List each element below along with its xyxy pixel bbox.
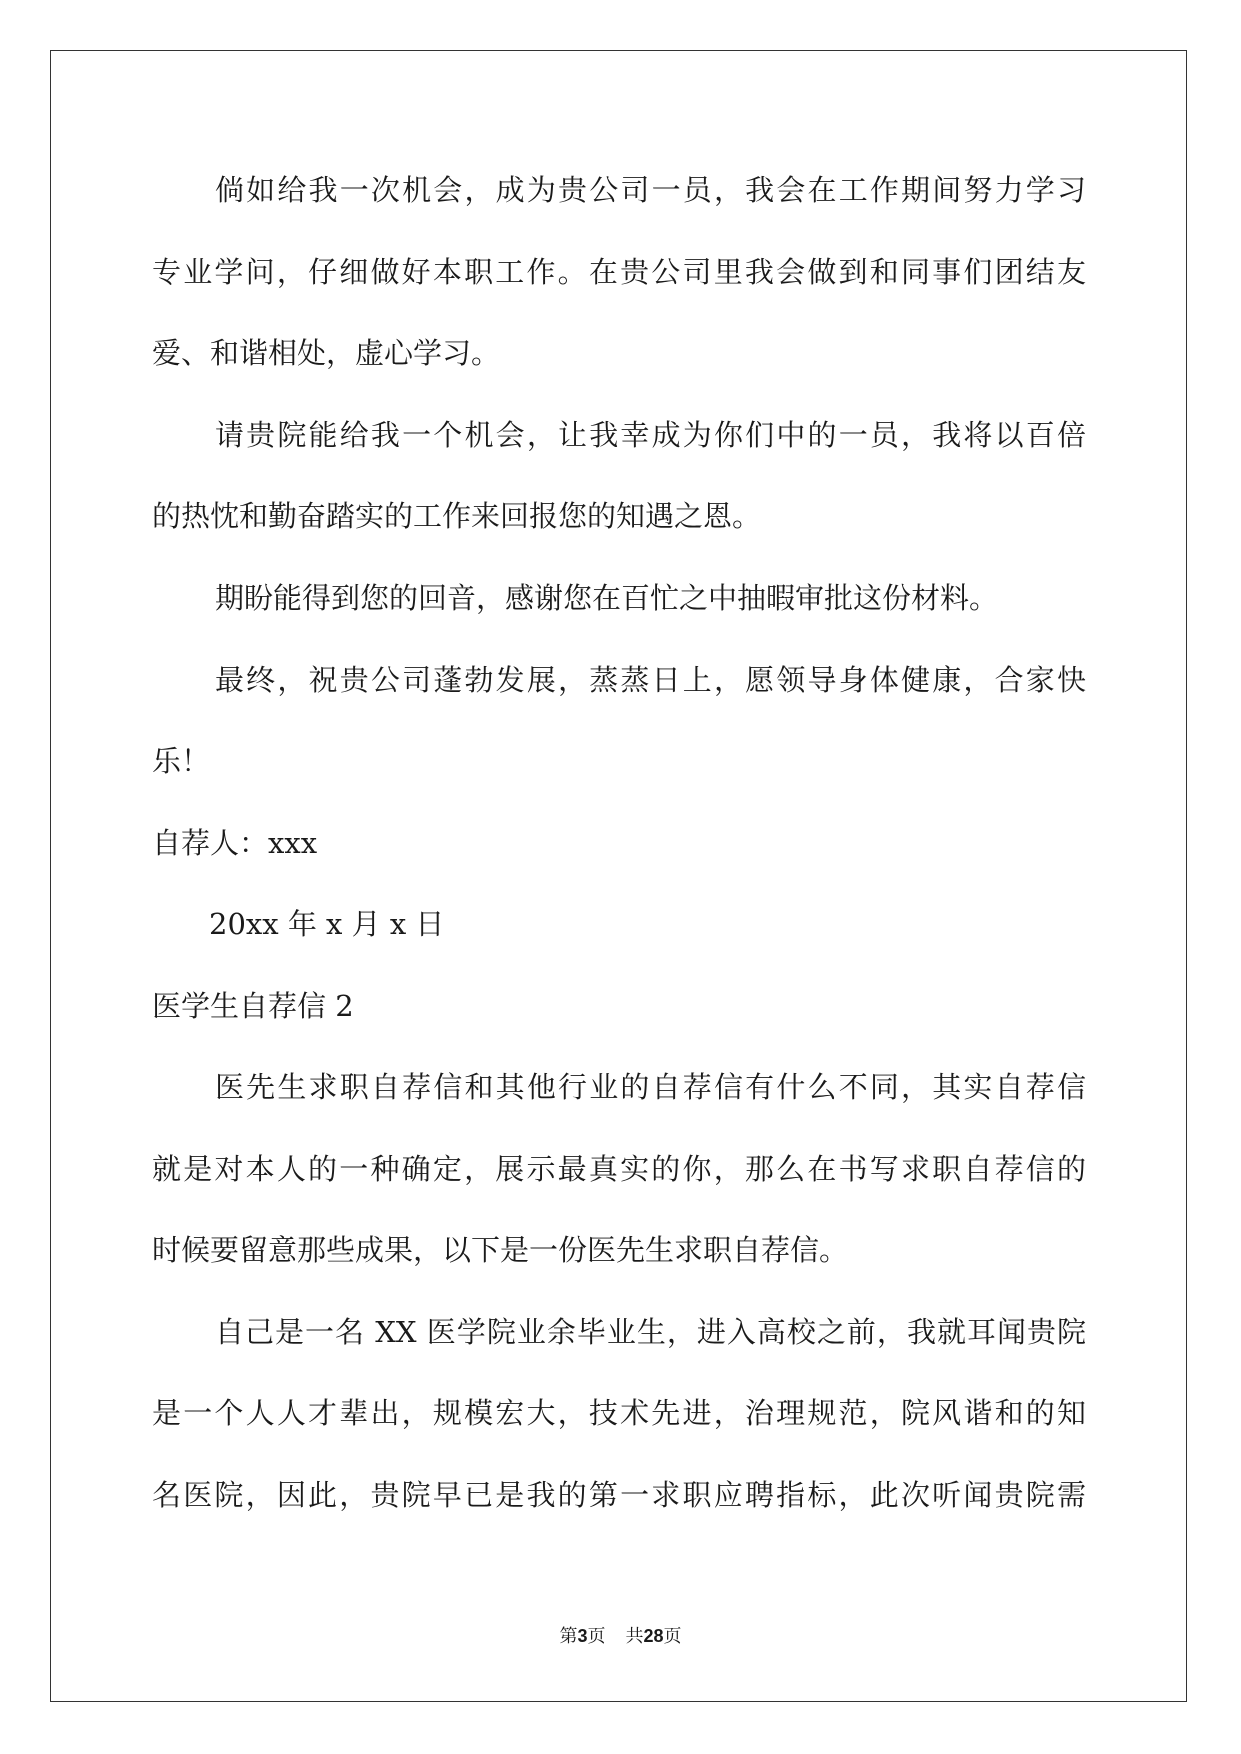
paragraph-line: 最终，祝贵公司蓬勃发展，蒸蒸日上，愿领导身体健康，合家快 [215, 663, 1086, 697]
paragraph-line: 请贵院能给我一个机会，让我幸成为你们中的一员，我将以百倍 [215, 418, 1086, 452]
paragraph-line: 专业学问，仔细做好本职工作。在贵公司里我会做到和同事们团结友 [152, 255, 1086, 289]
paragraph-line: 是一个人人才辈出，规模宏大，技术先进，治理规范，院风谐和的知 [152, 1396, 1086, 1430]
paragraph-line: 就是对本人的一种确定，展示最真实的你，那么在书写求职自荐信的 [152, 1152, 1086, 1186]
total-page-count: 28 [643, 1626, 664, 1646]
paragraph-line: 爱、和谐相处，虚心学习。 [152, 336, 501, 370]
page-border [50, 50, 1187, 1702]
page-unit: 页 [587, 1626, 606, 1647]
paragraph-line: 名医院，因此，贵院早已是我的第一求职应聘指标，此次听闻贵院需 [152, 1478, 1086, 1512]
paragraph-line: 医先生求职自荐信和其他行业的自荐信有什么不同，其实自荐信 [215, 1070, 1086, 1104]
total-unit: 页 [663, 1626, 682, 1647]
section-title: 医学生自荐信 2 [152, 989, 354, 1023]
total-prefix: 共 [625, 1626, 644, 1647]
signature-line: 自荐人：xxx [152, 826, 318, 860]
page-footer [0, 1622, 1241, 1648]
paragraph-line: 期盼能得到您的回音，感谢您在百忙之中抽暇审批这份材料。 [215, 581, 999, 615]
paragraph-line: 乐！ [152, 744, 211, 778]
paragraph-line: 的热忱和勤奋踏实的工作来回报您的知遇之恩。 [152, 499, 762, 533]
page-prefix: 第 [559, 1626, 578, 1647]
date-line: 20xx 年 x 月 x 日 [209, 907, 445, 941]
paragraph-line: 时候要留意那些成果，以下是一份医先生求职自荐信。 [152, 1233, 849, 1267]
current-page-number: 3 [577, 1626, 588, 1646]
paragraph-line: 倘如给我一次机会，成为贵公司一员，我会在工作期间努力学习 [215, 173, 1086, 207]
paragraph-line: 自己是一名 XX 医学院业余毕业生，进入高校之前，我就耳闻贵院 [215, 1315, 1086, 1349]
